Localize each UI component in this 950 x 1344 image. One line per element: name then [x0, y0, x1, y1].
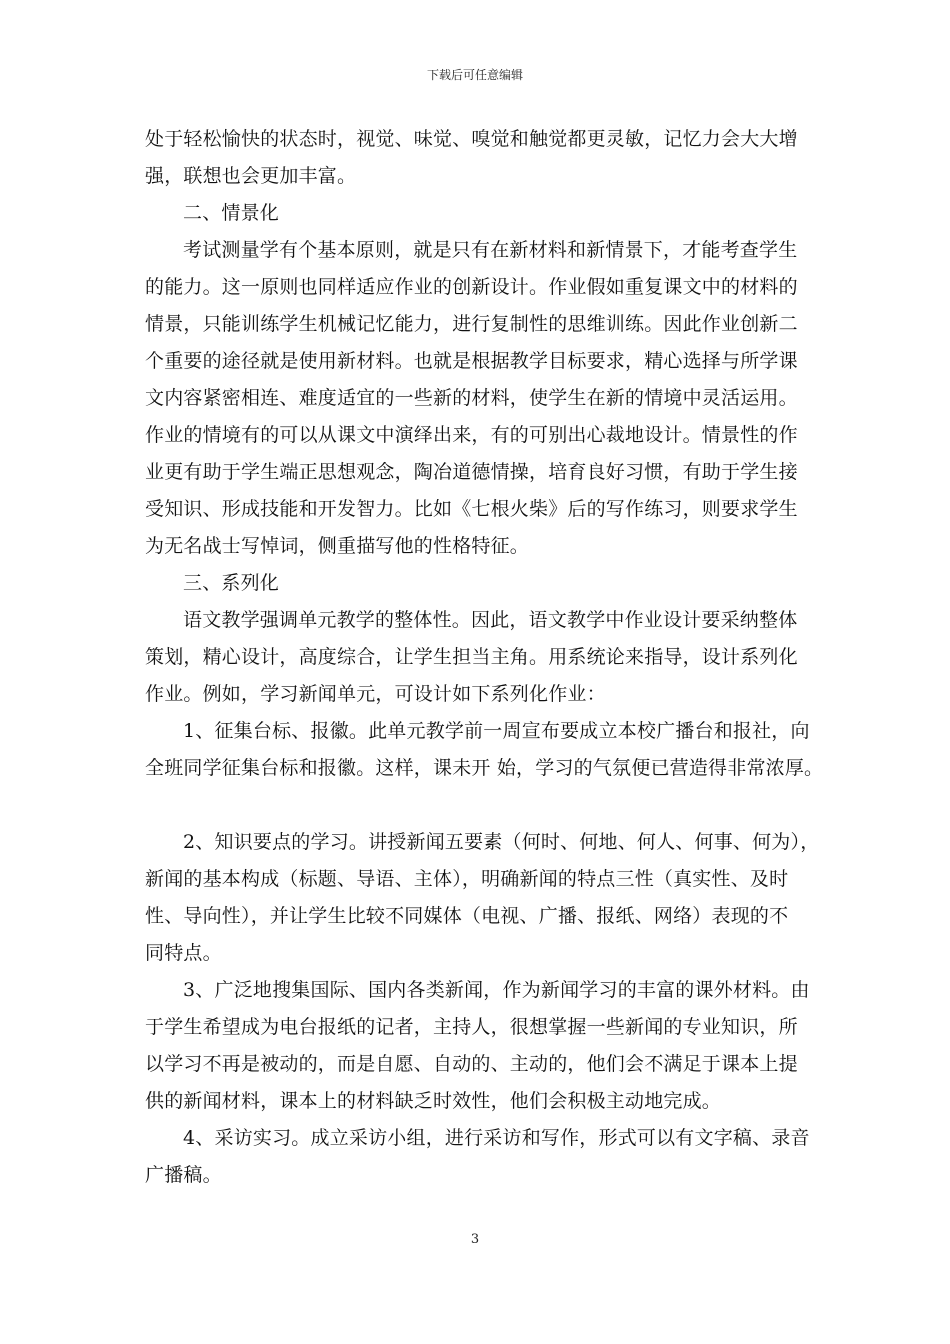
blank-line — [145, 787, 810, 824]
text-line: 4、采访实习。成立采访小组，进行采访和写作，形式可以有文字稿、录音 — [183, 1127, 810, 1149]
text-line: 2、知识要点的学习。讲授新闻五要素（何时、何地、何人、何事、何为）， — [183, 831, 820, 853]
text-line: 三、系列化 — [183, 572, 280, 594]
text-line: 考试测量学有个基本原则，就是只有在新材料和新情景下，才能考查学生 — [183, 239, 798, 261]
text-line: 处于轻松愉快的状态时，视觉、味觉、嗅觉和触觉都更灵敏，记忆力会大大增 — [145, 128, 798, 150]
text-line: 1、征集台标、报徽。此单元教学前一周宣布要成立本校广播台和报社，向 — [183, 720, 810, 742]
text-line: 供的新闻材料，课本上的材料缺乏时效性，他们会积极主动地完成。 — [145, 1090, 722, 1112]
text-line: 性、导向性），并让学生比较不同媒体（电视、广播、报纸、网络）表现的不 — [145, 905, 789, 927]
text-line: 以学习不再是被动的，而是自愿、自动的、主动的，他们会不满足于课本上提 — [145, 1053, 798, 1075]
text-line: 强，联想也会更加丰富。 — [145, 165, 357, 187]
text-line: 作业。例如，学习新闻单元，可设计如下系列化作业： — [145, 683, 606, 705]
text-line: 的能力。这一原则也同样适应作业的创新设计。作业假如重复课文中的材料的 — [145, 276, 798, 298]
text-line: 为无名战士写悼词，侧重描写他的性格特征。 — [145, 535, 530, 557]
document-body — [145, 121, 824, 1194]
text-line: 二、情景化 — [183, 202, 280, 224]
text-line: 广播稿。 — [145, 1164, 222, 1186]
page-header: 下载后可任意编辑 — [426, 68, 523, 82]
text-line: 策划，精心设计，高度综合，让学生担当主角。用系统论来指导，设计系列化 — [145, 646, 798, 668]
text-line: 情景，只能训练学生机械记忆能力，进行复制性的思维训练。因此作业创新二 — [145, 313, 798, 335]
text-line: 受知识、形成技能和开发智力。比如《七根火柴》后的写作练习，则要求学生 — [145, 498, 798, 520]
text-line: 文内容紧密相连、难度适宜的一些新的材料，使学生在新的情境中灵活运用。 — [145, 387, 798, 409]
text-line: 3、广泛地搜集国际、国内各类新闻，作为新闻学习的丰富的课外材料。由 — [183, 979, 810, 1001]
text-line: 新闻的基本构成（标题、导语、主体），明确新闻的特点三性（真实性、及时 — [145, 868, 789, 890]
text-line: 个重要的途径就是使用新材料。也就是根据教学目标要求，精心选择与所学课 — [145, 350, 798, 372]
text-line: 作业的情境有的可以从课文中演绎出来，有的可别出心裁地设计。情景性的作 — [145, 424, 798, 446]
text-line: 同特点。 — [145, 942, 222, 964]
text-line: 语文教学强调单元教学的整体性。因此，语文教学中作业设计要采纳整体 — [183, 609, 798, 631]
text-line: 业更有助于学生端正思想观念，陶冶道德情操，培育良好习惯，有助于学生接 — [145, 461, 798, 483]
text-line: 全班同学征集台标和报徽。这样，课未开 始，学习的气氛便已营造得非常浓厚。 — [145, 757, 824, 779]
page-number: 3 — [470, 1232, 480, 1247]
text-line: 于学生希望成为电台报纸的记者，主持人，很想掌握一些新闻的专业知识，所 — [145, 1016, 798, 1038]
